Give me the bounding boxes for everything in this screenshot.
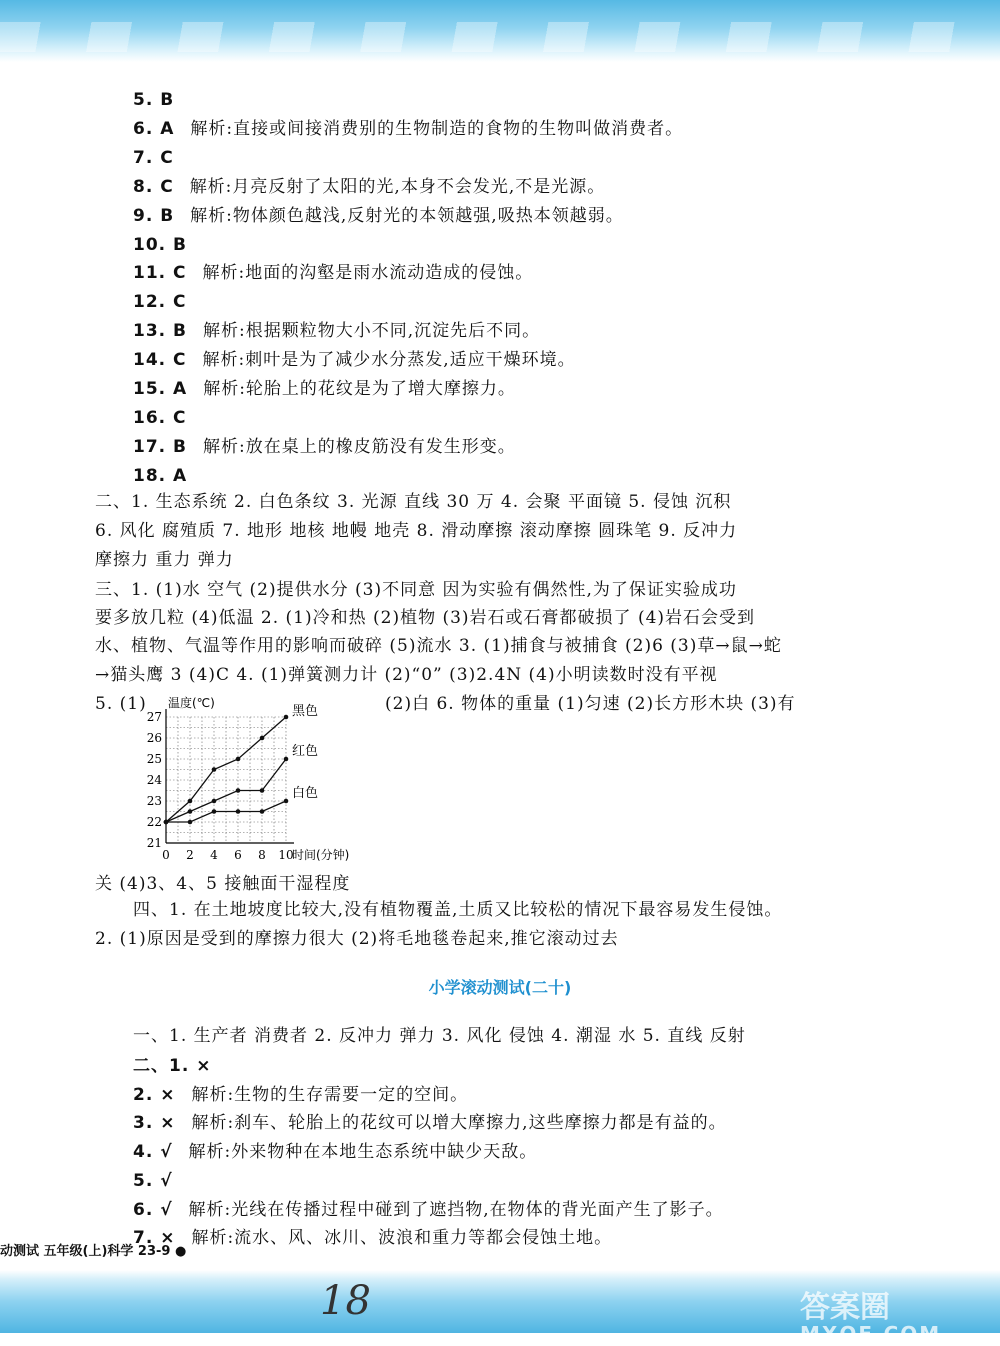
watermark-url: MXQE.COM [800,1322,942,1346]
series-point-1 [284,757,289,762]
part1-answer-explanation: 解析:月亮反射了太阳的光,本身不会发光,不是光源。 [189,176,606,197]
part1-answer-number: 15. A [133,379,188,399]
part2-answer-explanation: 解析:刹车、轮胎上的花纹可以增大摩擦力,这些摩擦力都是有益的。 [191,1113,727,1134]
part1-answer-number: 6. A [133,118,175,139]
part1-answer-number: 16. C [133,407,187,428]
y-axis-label: 温度(℃) [168,696,215,710]
part1-answer-explanation: 解析:根据颗粒物大小不同,沉淀先后不同。 [203,321,541,342]
section3-line-1: 三、1. (1)水 空气 (2)提供水分 (3)不同意 因为实验有偶然性,为了保证实验成功 [95,580,737,600]
part1-answer-number: 13. B [133,321,187,342]
page-footer: 动测试 五年级(上)科学 23-9 ● [0,1244,187,1259]
y-tick-label: 21 [146,836,162,850]
part2-answer-number: 2. × [133,1084,176,1105]
x-tick-label: 8 [258,848,266,862]
series-point-0 [260,736,265,741]
part2-answer-row [133,1169,173,1193]
part2-answer-number: 7. × [133,1228,176,1249]
part2-answer-number: 二、1. × [133,1056,212,1076]
x-tick-label: 6 [234,848,242,862]
part1-answer-row [133,348,576,372]
series-point-0 [284,715,289,720]
part2-answer-explanation: 解析:生物的生存需要一定的空间。 [191,1084,469,1105]
section2-line-2: 6. 风化 腐殖质 7. 地形 地核 地幔 地壳 8. 滑动摩擦 滚动摩擦 圆珠笔 9. 反冲力 [95,521,738,541]
part2-answer-number: 5. √ [133,1170,173,1191]
series-point-1 [212,799,217,804]
series-point-0 [188,799,193,804]
part1-answer-row [133,290,187,314]
x-tick-label: 4 [210,848,218,862]
part2-answer-row [133,1083,468,1107]
part1-answer-row [133,88,174,112]
part2-answer-row [133,1111,727,1135]
part2-answer-number: 4. √ [133,1142,173,1163]
part1-answer-row [133,377,516,401]
y-tick-label: 22 [146,815,162,829]
part1-answer-explanation: 解析:刺叶是为了减少水分蒸发,适应干燥环境。 [202,350,576,371]
top-wave [0,22,1000,52]
item5-prefix: 5. (1) [95,694,147,714]
part1-answer-row [133,146,174,170]
part1-answer-explanation: 解析:直接或间接消费别的生物制造的食物的生物叫做消费者。 [190,118,684,139]
part1-answer-row [133,204,624,228]
part1-answer-row [133,261,533,285]
part1-answer-explanation: 解析:物体颜色越浅,反射光的本领越强,吸热本领越弱。 [190,205,624,226]
section2-line-1: 二、1. 生态系统 2. 白色条纹 3. 光源 直线 30 万 4. 会聚 平面镜 5. 侵蚀 沉积 [95,492,732,512]
part2-answer-row [133,1140,537,1164]
part1-answer-row [133,406,187,430]
part1-answer-row [133,464,187,488]
part1-answer-row [133,435,516,459]
series-point-1 [260,788,265,793]
temperature-line-chart [138,695,358,867]
section3-line-2: 要多放几粒 (4)低温 2. (1)冷和热 (2)植物 (3)岩石或石膏都破损了 (4)岩石会受到 [95,608,756,628]
part2-answer-row [133,1198,724,1222]
part1-answer-number: 12. C [133,292,187,313]
watermark-logo [800,1282,941,1346]
part2-answer-row [133,1054,211,1078]
series-label-1: 红色 [292,744,319,759]
part1-answer-row [133,117,683,141]
section4-line-1: 四、1. 在土地坡度比较大,没有植物覆盖,土质又比较松的情况下最容易发生侵蚀。 [133,900,783,920]
y-tick-label: 23 [146,794,162,808]
after-chart-line-1: 关 (4)3、4、5 接触面干湿程度 [95,874,351,894]
y-tick-label: 26 [146,731,162,745]
series-point-2 [164,820,169,825]
part1-answer-number: 9. B [133,205,175,226]
series-point-2 [236,809,241,814]
part2-answer-explanation: 解析:光线在传播过程中碰到了遮挡物,在物体的背光面产生了影子。 [188,1199,724,1220]
section2-line-3: 摩擦力 重力 弹力 [95,550,234,570]
test20-title: 小学滚动测试(二十) [428,978,572,997]
y-tick-label: 27 [146,710,162,724]
part2-answer-row [133,1226,612,1250]
x-axis-label: 时间(分钟) [292,848,350,862]
part2-answer-explanation: 解析:外来物种在本地生态系统中缺少天敌。 [188,1142,538,1163]
series-point-0 [212,767,217,772]
part1-answer-number: 8. C [133,176,174,197]
series-point-2 [188,820,193,825]
part1-answer-row [133,175,605,199]
part1-answer-number: 7. C [133,147,174,168]
part1-answer-number: 10. B [133,234,187,255]
series-label-2: 白色 [292,786,319,801]
part1-answer-number: 17. B [133,436,187,457]
part1-answer-explanation: 解析:轮胎上的花纹是为了增大摩擦力。 [203,379,516,399]
series-point-2 [260,809,265,814]
item5-rest: (2)白 6. 物体的重量 (1)匀速 (2)长方形木块 (3)有 [385,694,796,714]
part2-answer-number: 3. × [133,1113,176,1134]
series-point-1 [236,788,241,793]
y-tick-label: 24 [146,773,162,787]
watermark-text: 答案圈 [800,1290,890,1325]
series-point-2 [284,799,289,804]
section4-line-2: 2. (1)原因是受到的摩擦力很大 (2)将毛地毯卷起来,推它滚动过去 [95,929,619,949]
top-decorative-band [0,0,1000,62]
x-tick-label: 0 [162,848,170,862]
part1-answer-row [133,233,187,257]
series-point-0 [236,757,241,762]
y-tick-label: 25 [146,752,162,766]
part1-answer-explanation: 解析:地面的沟壑是雨水流动造成的侵蚀。 [202,263,534,284]
series-point-1 [188,809,193,814]
x-tick-label: 2 [186,848,194,862]
series-point-2 [212,809,217,814]
part1-answer-number: 5. B [133,90,175,110]
part1-answer-row [133,319,540,343]
section3-line-4: →猫头鹰 3 (4)C 4. (1)弹簧测力计 (2)“0” (3)2.4N (4)小明读数时没有平视 [95,665,718,685]
section3-line-3: 水、植物、气温等作用的影响而破碎 (5)流水 3. (1)捕食与被捕食 (2)6 (3)草→鼠→蛇 [95,636,782,656]
test20-line-1: 一、1. 生产者 消费者 2. 反冲力 弹力 3. 风化 侵蚀 4. 潮湿 水 5. 直线 反射 [133,1026,746,1046]
handwritten-page-number: 18 [320,1278,371,1324]
part1-answer-number: 11. C [133,263,187,284]
part1-answer-explanation: 解析:放在桌上的橡皮筋没有发生形变。 [203,436,516,457]
part1-answer-number: 18. A [133,465,188,486]
x-tick-label: 10 [278,848,294,862]
part2-answer-number: 6. √ [133,1199,173,1220]
series-label-0: 黑色 [292,704,319,719]
part2-answer-explanation: 解析:流水、风、冰川、波浪和重力等都会侵蚀土地。 [191,1228,613,1249]
part1-answer-number: 14. C [133,350,187,371]
